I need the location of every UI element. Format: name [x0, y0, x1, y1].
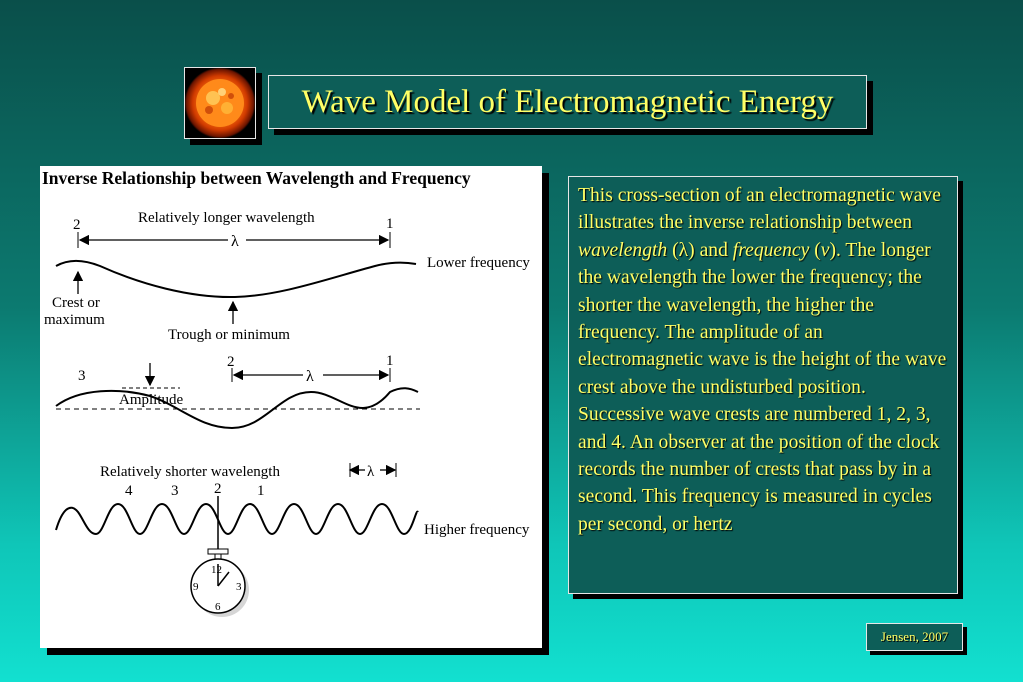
figure-heading: Inverse Relationship between Wavelength and Frequency — [42, 168, 471, 188]
crest-number-3b: 3 — [78, 368, 86, 384]
amplitude-wave — [56, 388, 418, 428]
credit-text: Jensen, 2007 — [880, 629, 949, 644]
desc-part3: ( — [809, 239, 821, 261]
shorter-wavelength-label: Relatively shorter wavelength — [100, 464, 280, 480]
lambda-label-b: λ — [306, 368, 314, 385]
desc-part4: ). The longer the wavelength the lower the frequency; the shorter the wavelength, the higher the frequency. The amplitude of an electromagnetic wave is the height of the wave crest above the undisturbed position. Successive wave crests are numbered 1, 2, 3, and 4. An observer at the position of the clock records the number of crests that pass by in a second. This frequency is measured in cycles per second, or hertz — [578, 239, 947, 535]
higher-frequency-label: Higher frequency — [424, 522, 530, 538]
sun-icon — [185, 68, 255, 138]
lambda-label-a: λ — [231, 233, 239, 250]
amplitude-label: Amplitude — [119, 392, 184, 408]
crest-number-2b: 2 — [227, 354, 235, 370]
crest-number-2a: 2 — [73, 217, 81, 233]
nu-symbol: ν — [820, 239, 830, 261]
description-text — [578, 182, 949, 538]
long-wave — [56, 261, 416, 297]
sun-image — [184, 67, 256, 139]
crest-number-1c: 1 — [257, 483, 265, 499]
crest-number-1b: 1 — [386, 353, 394, 369]
clock-3: 3 — [236, 581, 242, 593]
slide-title: Wave Model of Electromagnetic Energy — [301, 83, 834, 120]
wavelength-term: wavelength — [578, 239, 668, 261]
desc-part2: (λ) and — [667, 239, 733, 261]
title-banner — [268, 75, 867, 129]
clock-9: 9 — [193, 581, 199, 593]
clock-6: 6 — [215, 601, 221, 613]
longer-wavelength-label: Relatively longer wavelength — [138, 210, 315, 226]
credit-box — [866, 623, 963, 651]
description-panel — [568, 176, 958, 594]
clock-icon — [191, 559, 249, 617]
frequency-term: frequency — [732, 239, 810, 261]
crest-number-3c: 3 — [171, 483, 179, 499]
lower-frequency-label: Lower frequency — [427, 255, 530, 271]
wave-diagram — [40, 166, 542, 648]
desc-part1: This cross-section of an electromagnetic wave illustrates the inverse relationship between — [578, 185, 941, 234]
crest-number-1a: 1 — [386, 216, 394, 232]
lambda-label-c: λ — [367, 464, 375, 480]
crest-label-line1: Crest or — [52, 295, 100, 311]
crest-label-line2: maximum — [44, 312, 105, 328]
crest-number-4c: 4 — [125, 483, 133, 499]
trough-label: Trough or minimum — [168, 327, 290, 343]
short-wave — [56, 504, 418, 534]
crest-number-2c: 2 — [214, 481, 222, 497]
clock-12: 12 — [211, 564, 222, 576]
